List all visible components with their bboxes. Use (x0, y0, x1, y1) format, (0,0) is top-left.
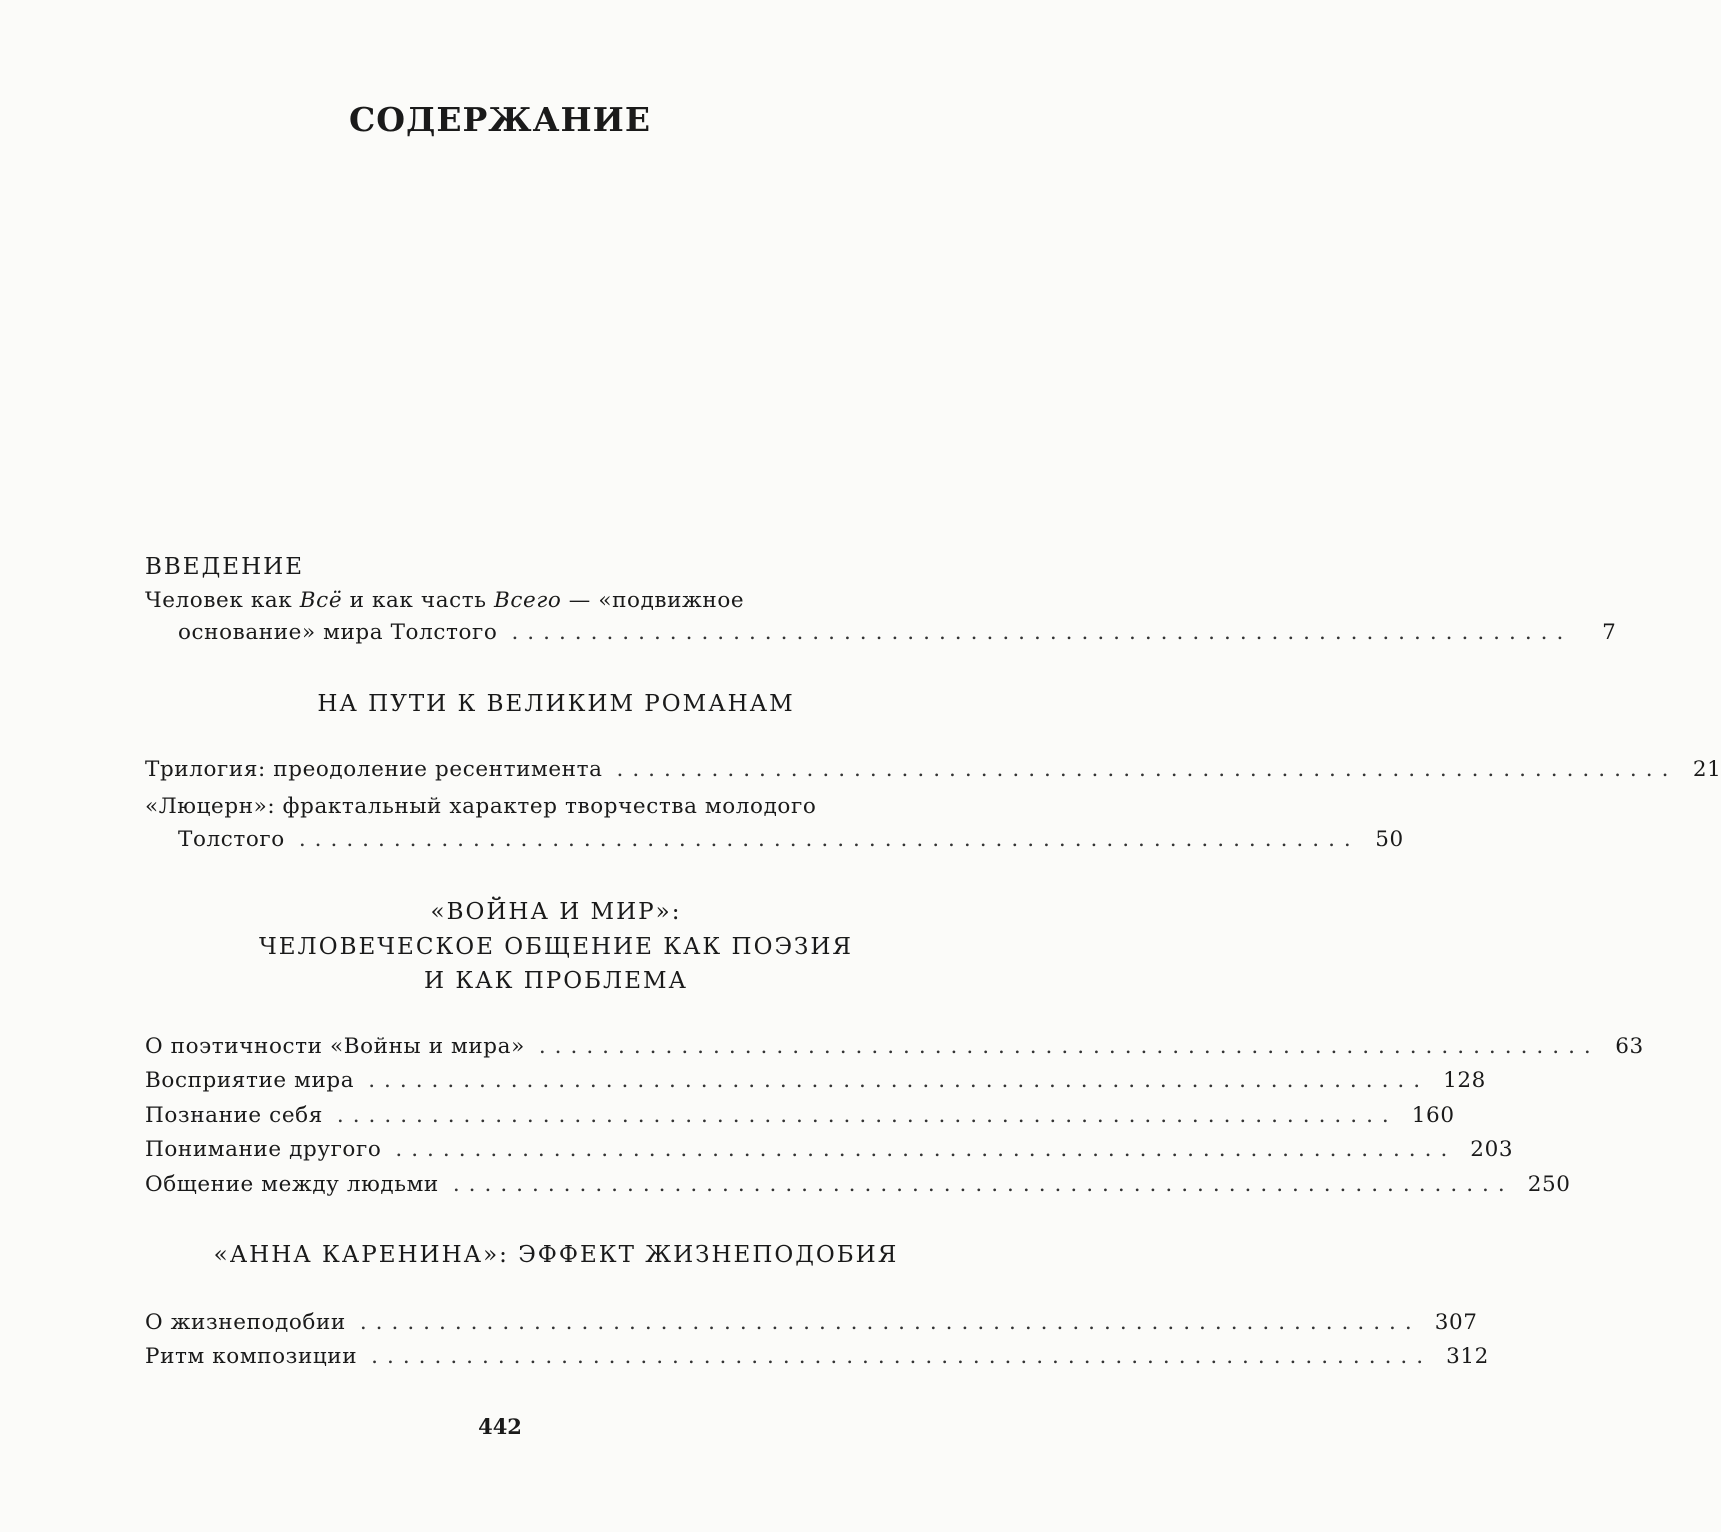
section-heading-intro: ВВЕДЕНИЕ (145, 554, 304, 580)
page-number: 50 (1375, 827, 1404, 852)
toc-entry[interactable]: Восприятие мира ................................................................... 128 (145, 1068, 1486, 1093)
toc-entry-lucerne-line1: «Люцерн»: фрактальный характер творчества молодого (145, 794, 817, 819)
dot-leader: ................................................................... (395, 1137, 1457, 1162)
dot-leader: ................................................................... (298, 827, 1360, 852)
toc-entry[interactable]: О поэтичности «Войны и мира» ................................................................... 63 (145, 1034, 1644, 1059)
dot-leader: ................................................................... (336, 1103, 1398, 1128)
toc-entry[interactable]: Познание себя ................................................................... 160 (145, 1103, 1455, 1128)
toc-entry[interactable]: Ритм композиции ................................................................... 312 (145, 1344, 1489, 1369)
toc-entry[interactable]: Общение между людьми ................................................................... 250 (145, 1172, 1571, 1197)
toc-entry-intro-line1: Человек как Всё и как часть Всего — «подвижное (145, 588, 745, 613)
page-number: 7 (1602, 620, 1617, 645)
page-folio: 442 (478, 1414, 522, 1439)
page-number: 250 (1527, 1172, 1571, 1197)
toc-entry[interactable]: Трилогия: преодоление ресентимента ................................................................... 21 (145, 757, 1721, 782)
toc-entry-intro-line2[interactable]: основание» мира Толстого ................................................................... 7 (178, 620, 1617, 645)
dot-leader: ................................................................... (371, 1344, 1433, 1369)
page-number: 203 (1470, 1137, 1514, 1162)
page-title: СОДЕРЖАНИЕ (348, 100, 651, 139)
dot-leader: ................................................................... (538, 1034, 1600, 1059)
dot-leader: ................................................................... (616, 757, 1678, 782)
section-heading-part2-line2: ЧЕЛОВЕЧЕСКОЕ ОБЩЕНИЕ КАК ПОЭЗИЯ (258, 934, 854, 960)
dot-leader: ................................................................... (359, 1310, 1421, 1335)
page-number: 63 (1615, 1034, 1644, 1059)
toc-entry[interactable]: О жизнеподобии ................................................................... 307 (145, 1310, 1478, 1335)
dot-leader: ................................................................... (511, 620, 1573, 645)
page-number: 21 (1692, 757, 1721, 782)
page-number: 312 (1446, 1344, 1489, 1369)
page-number: 307 (1434, 1310, 1478, 1335)
section-heading-part3: «АННА КАРЕНИНА»: ЭФФЕКТ ЖИЗНЕПОДОБИЯ (213, 1242, 899, 1268)
toc-entry-lucerne-line2[interactable]: Толстого ................................................................... 50 (178, 827, 1404, 852)
section-heading-part2-line3: И КАК ПРОБЛЕМА (424, 968, 688, 994)
toc-entry[interactable]: Понимание другого ................................................................... 203 (145, 1137, 1514, 1162)
dot-leader: ................................................................... (368, 1068, 1430, 1093)
section-heading-part1: НА ПУТИ К ВЕЛИКИМ РОМАНАМ (317, 691, 795, 717)
page-number: 160 (1411, 1103, 1455, 1128)
dot-leader: ................................................................... (452, 1172, 1514, 1197)
section-heading-part2-line1: «ВОЙНА И МИР»: (430, 899, 682, 925)
page-number: 128 (1443, 1068, 1486, 1093)
